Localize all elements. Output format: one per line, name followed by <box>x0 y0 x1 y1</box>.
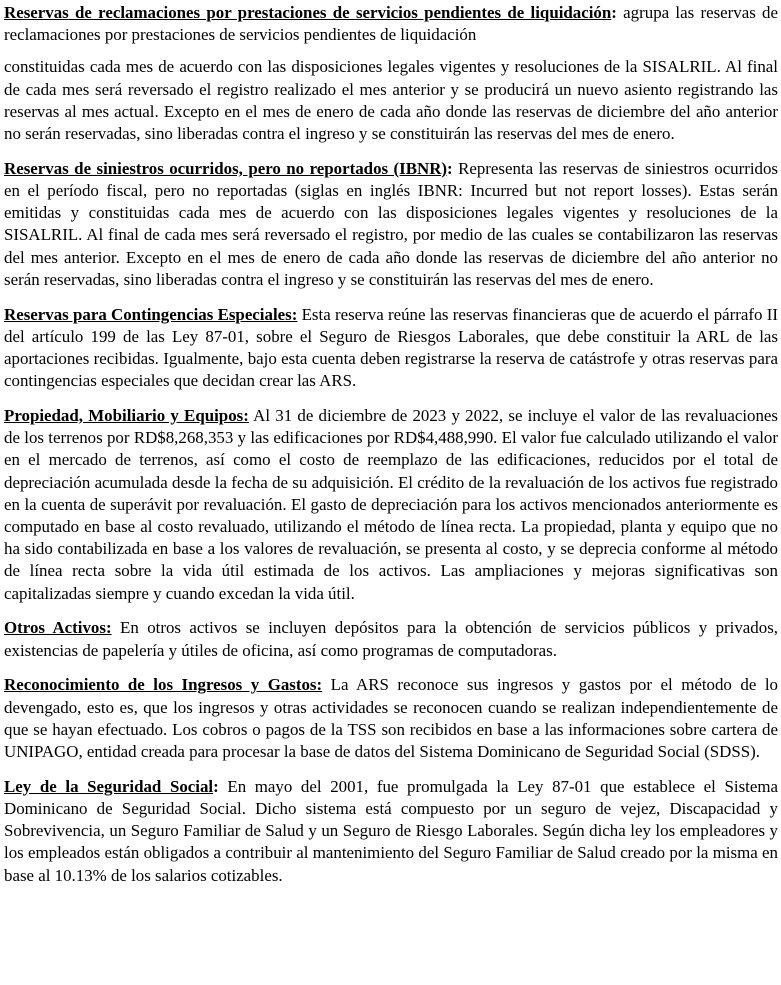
paragraph-text: constituidas cada mes de acuerdo con las disposiciones legales vigentes y resoluciones de la SISALRIL. Al final de cada mes será reversado el registro realizado el mes anterior y se producirá un nuevo asiento registrando las reservas al mes actual. Excepto en el mes de enero de cada año donde las reservas de diciembre del año anterior no serán reservadas, sino liberadas contra el ingreso y se constituirán las reservas del mes de enero. <box>4 57 778 144</box>
heading-other-assets: Otros Activos: <box>4 618 112 638</box>
heading-colon: : <box>611 3 617 22</box>
paragraph-text: La ARS reconoce sus ingresos y gastos por el método de lo devengado, esto es, que los ingresos y otras actividades se reconocen cuando se realizan independientemente de que se hayan efectuado. Los cobros o pagos de la TSS son recibidos en base a las informaciones sobre cartera de UNIPAGO, entidad creada para procesar la base de datos del Sistema Dominicano de Seguridad Social (SDSS). <box>4 675 778 762</box>
heading-pending-claims-reserves: Reservas de reclamaciones por prestaciones de servicios pendientes de liquidación <box>4 3 612 22</box>
paragraph-property-equipment <box>4 405 778 605</box>
paragraph-income-expense-recognition <box>4 674 778 763</box>
paragraph-social-security-law <box>4 776 778 887</box>
paragraph-text: En mayo del 2001, fue promulgada la Ley 87-01 que establece el Sistema Dominicano de Seguridad Social. Dicho sistema está compuesto por un seguro de vejez, Discapacidad y Sobrevivencia, un Seguro Familiar de Salud y un Seguro de Riesgo Laborales. Según dicha ley los empleadores y los empleados están obligados a contribuir al mantenimiento del Seguro Familiar de Salud creado por la misma en base al 10.13% de los salarios cotizables. <box>4 776 778 885</box>
heading-property-equipment: Propiedad, Mobiliario y Equipos: <box>4 406 249 426</box>
heading-income-expense-recognition: Reconocimiento de los Ingresos y Gastos: <box>4 675 323 695</box>
paragraph-special-contingencies <box>4 304 778 393</box>
paragraph-text: Representa las reservas de siniestros ocurridos en el período fiscal, pero no reportadas (siglas en inglés IBNR: Incurred but not report losses). Estas serán emitidas y constituidas cada mes de acuerdo con las disposiciones legales vigentes y resoluciones de la SISALRIL. Al final de cada mes será reversado el registro, por medio de las cuales se contabilizaron las reservas del mes anterior. Excepto en el mes de enero de cada año donde las reservas de diciembre del año anterior no serán reservadas, sino liberadas contra el ingreso y se constituirán las reservas del mes de enero. <box>4 158 778 289</box>
paragraph-other-assets <box>4 617 778 661</box>
heading-special-contingencies: Reservas para Contingencias Especiales: <box>4 304 298 324</box>
paragraph-pending-claims-reserves <box>4 2 778 46</box>
paragraph-text: Al 31 de diciembre de 2023 y 2022, se incluye el valor de las revaluaciones de los terrenos por RD$8,268,353 y las edificaciones por RD$4,488,990. El valor fue calculado utilizando el valor en el mercado de terrenos, así como el costo de reemplazo de las edificaciones, reducidos por el total de depreciación acumulada desde la fecha de su adquisición. El crédito de la revaluación de los activos fue registrado en la cuenta de superávit por revaluación. El gasto de depreciación para los activos mencionados anteriormente es computado en base al costo revaluado, utilizando el método de línea recta. La propiedad, planta y equipo que no ha sido contabilizada en base a los valores de revaluación, se presenta al costo, y se deprecia conforme al método de línea recta sobre la vida útil estimada de los activos. Las ampliaciones y mejoras significativas son capitalizadas siempre y cuando excedan la vida útil. <box>4 406 778 603</box>
paragraph-ibnr-reserves <box>4 158 778 291</box>
paragraph-text: Esta reserva reúne las reservas financieras que de acuerdo el párrafo II del artículo 199 de las Ley 87-01, sobre el Seguro de Riesgos Laborales, que debe constituir la ARL de las aportaciones recibidas. Igualmente, bajo esta cuenta deben registrarse la reserva de catástrofe y otras reservas para contingencias especiales que decidan crear las ARS. <box>4 304 778 391</box>
heading-colon: : <box>213 776 219 796</box>
paragraph-pending-claims-continued <box>4 56 778 145</box>
heading-social-security-law: Ley de la Seguridad Social <box>4 776 214 796</box>
paragraph-text: agrupa las reservas de reclamaciones por prestaciones de servicios pendientes de liquidación <box>4 3 778 45</box>
heading-ibnr-reserves: Reservas de siniestros ocurridos, pero no reportados (IBNR) <box>4 158 448 178</box>
heading-colon: : <box>447 158 453 178</box>
paragraph-text: En otros activos se incluyen depósitos para la obtención de servicios públicos y privados, existencias de papelería y útiles de oficina, así como programas de computadoras. <box>4 618 778 660</box>
